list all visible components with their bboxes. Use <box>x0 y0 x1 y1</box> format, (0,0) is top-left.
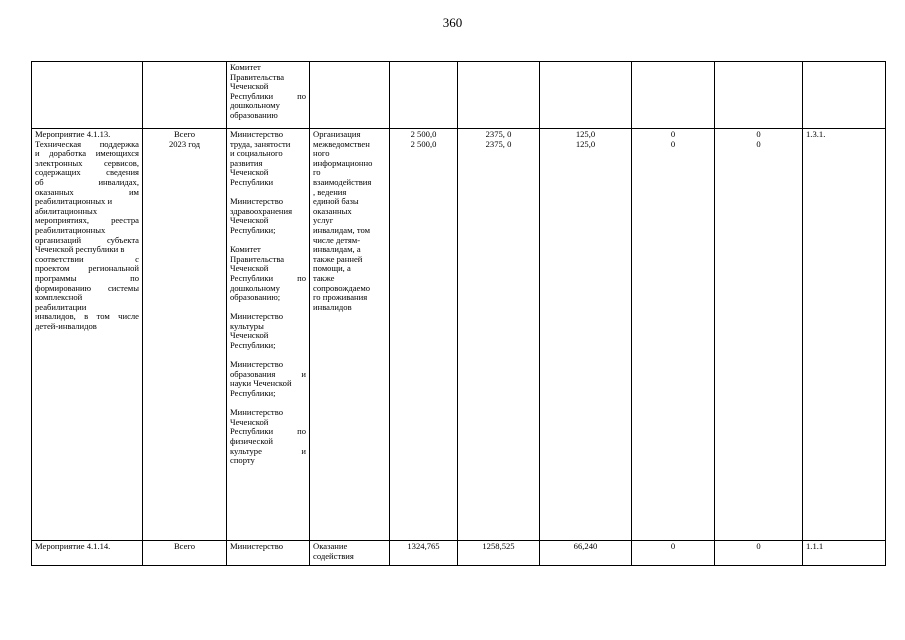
executor-line: спорту <box>230 455 255 466</box>
amount-cell <box>390 129 458 541</box>
measure-line: проектом региональной <box>35 263 139 274</box>
executor-line: Комитет <box>230 244 261 255</box>
measure-cell <box>32 129 143 541</box>
executor-line: Министерство <box>230 407 283 418</box>
executors-cell <box>227 129 310 541</box>
amount-value: 125,0 <box>575 129 596 139</box>
result-line: ного <box>313 148 330 159</box>
indicator-value: 1.1.1 <box>806 541 824 551</box>
executors-cell <box>227 541 310 566</box>
measure-line: реабилитационных и <box>35 196 113 207</box>
executor-line: Министерство <box>230 311 283 322</box>
measure-line: электронных сервисов, <box>35 157 139 168</box>
table-row <box>32 129 886 541</box>
budget-table <box>31 61 886 566</box>
amount-cell <box>715 541 803 566</box>
executor-line: Республики <box>230 176 274 187</box>
executor-line: Министерство <box>230 129 283 139</box>
executor-line: Чеченской <box>230 263 269 274</box>
amount-value: 125,0 <box>575 138 596 149</box>
result-cell <box>310 62 390 129</box>
executor-line: труда, занятости <box>230 138 291 149</box>
amount-cell <box>540 129 632 541</box>
measure-line: Мероприятие 4.1.14. <box>35 541 111 551</box>
amount-cell <box>715 129 803 541</box>
measure-line: детей-инвалидов <box>35 320 97 331</box>
amount-cell <box>540 541 632 566</box>
result-line: сопровождаемо <box>313 282 371 293</box>
executor-line: дошкольному <box>230 282 280 293</box>
indicator-value: 1.3.1. <box>806 129 826 139</box>
executor-line: Республики по <box>230 272 306 283</box>
result-line: также <box>313 272 335 283</box>
table-row <box>32 62 886 129</box>
measure-line: программы по <box>35 272 139 283</box>
amount-cell <box>458 129 540 541</box>
executor-line: развития <box>230 157 263 168</box>
measure-line: Техническая поддержка <box>35 138 139 149</box>
result-line: межведомствен <box>313 138 370 149</box>
period-cell <box>143 129 227 541</box>
result-line: числе детям- <box>313 234 361 245</box>
measure-line: абилитационных <box>35 205 98 216</box>
result-line: Оказание <box>313 541 348 551</box>
indicator-cell <box>803 62 886 129</box>
table-row <box>32 541 886 566</box>
executor-line: Республики по <box>230 426 306 437</box>
result-cell <box>310 541 390 566</box>
result-line: Организация <box>313 129 361 139</box>
amount-cell <box>458 541 540 566</box>
measure-line: организаций субъекта <box>35 234 139 245</box>
result-line: помощи, а <box>313 263 351 274</box>
result-line: , ведения <box>313 186 347 197</box>
result-line: инвалидов <box>313 301 352 312</box>
measure-line: реабилитационных <box>35 224 106 235</box>
measure-line: содержащих сведения <box>35 167 139 178</box>
result-line: единой базы <box>313 196 359 207</box>
executor-line: культуры <box>230 320 264 331</box>
executor-line: Министерство <box>230 196 283 207</box>
result-line: инвалидам, том <box>313 224 371 235</box>
result-line: содействия <box>313 550 354 561</box>
period-cell <box>143 62 227 129</box>
amount-cell <box>458 62 540 129</box>
executor-line: и социального <box>230 148 283 159</box>
measure-line: инвалидов, в том числе <box>35 311 139 322</box>
executor-line: Правительства <box>230 71 285 82</box>
executor-line: Чеченской <box>230 167 269 178</box>
executor-line: Министерство <box>230 541 283 551</box>
amount-value: 2375, 0 <box>485 129 512 139</box>
executor-line: физической <box>230 436 273 446</box>
amount-cell <box>390 62 458 129</box>
measure-line: Чеченской республики в <box>35 244 125 255</box>
measure-line: об инвалидах, <box>35 176 139 187</box>
measure-line: соответствии с <box>35 253 139 264</box>
period-line: Всего <box>173 541 196 551</box>
indicator-cell <box>803 541 886 566</box>
measure-line: и доработка имеющихся <box>35 148 139 159</box>
executor-line: Правительства <box>230 253 285 264</box>
amount-value: 0 <box>756 129 761 139</box>
amount-value: 2 500,0 <box>410 138 437 149</box>
period-line: Всего <box>173 129 196 139</box>
amount-value: 0 <box>670 138 676 149</box>
result-line: го <box>313 167 321 178</box>
amount-value: 1258,525 <box>482 541 515 551</box>
executors-cell <box>227 62 310 129</box>
measure-line: оказанных им <box>35 186 139 197</box>
result-line: также ранней <box>313 253 363 264</box>
measure-line: комплексной <box>35 292 83 303</box>
result-line: взаимодействия <box>313 176 372 187</box>
page-number: 360 <box>442 15 463 30</box>
amount-value: 2375, 0 <box>485 138 512 149</box>
measure-line: формированию системы <box>35 282 139 293</box>
result-line: оказанных <box>313 205 352 216</box>
amount-cell <box>632 129 715 541</box>
measure-line: мероприятиях, реестра <box>35 215 139 226</box>
amount-cell <box>390 541 458 566</box>
amount-value: 0 <box>670 129 676 139</box>
measure-line: Мероприятие 4.1.13. <box>35 129 111 139</box>
executor-line: Комитет <box>230 62 261 72</box>
executor-line: здравоохранения <box>230 205 293 216</box>
amount-value: 0 <box>756 541 761 551</box>
measure-cell <box>32 62 143 129</box>
executor-line: образованию; <box>230 292 281 303</box>
executor-line: науки Чеченской <box>230 378 292 389</box>
result-cell <box>310 129 390 541</box>
executor-line: Республики по <box>230 90 306 101</box>
period-cell <box>143 541 227 566</box>
amount-value: 0 <box>670 541 676 551</box>
executor-line: Чеченской <box>230 215 269 226</box>
indicator-cell <box>803 129 886 541</box>
executor-line: дошкольному <box>230 100 280 111</box>
executor-line: Республики; <box>230 224 276 235</box>
amount-value: 66,240 <box>573 541 598 551</box>
measure-cell <box>32 541 143 566</box>
amount-value: 2 500,0 <box>410 129 437 139</box>
amount-cell <box>632 62 715 129</box>
executor-line: образованию <box>230 109 278 120</box>
executor-line: Чеченской <box>230 416 269 427</box>
executor-line: Чеченской <box>230 81 269 92</box>
amount-cell <box>540 62 632 129</box>
amount-value: 1324,765 <box>407 541 440 551</box>
amount-cell <box>715 62 803 129</box>
result-line: услуг <box>313 215 334 226</box>
period-line: 2023 год <box>168 138 201 149</box>
amount-value: 0 <box>756 138 761 149</box>
measure-line: реабилитации <box>35 301 87 312</box>
executor-line: Чеченской <box>230 330 269 341</box>
executor-line: Министерство <box>230 359 283 370</box>
result-line: инвалидам, а <box>313 244 361 255</box>
executor-line: образования и <box>230 368 306 379</box>
result-line: го проживания <box>313 292 368 303</box>
executor-line: Республики; <box>230 388 276 399</box>
executor-line: Республики; <box>230 340 276 351</box>
executor-line: культуре и <box>230 445 306 456</box>
amount-cell <box>632 541 715 566</box>
result-line: информационно <box>313 157 373 168</box>
